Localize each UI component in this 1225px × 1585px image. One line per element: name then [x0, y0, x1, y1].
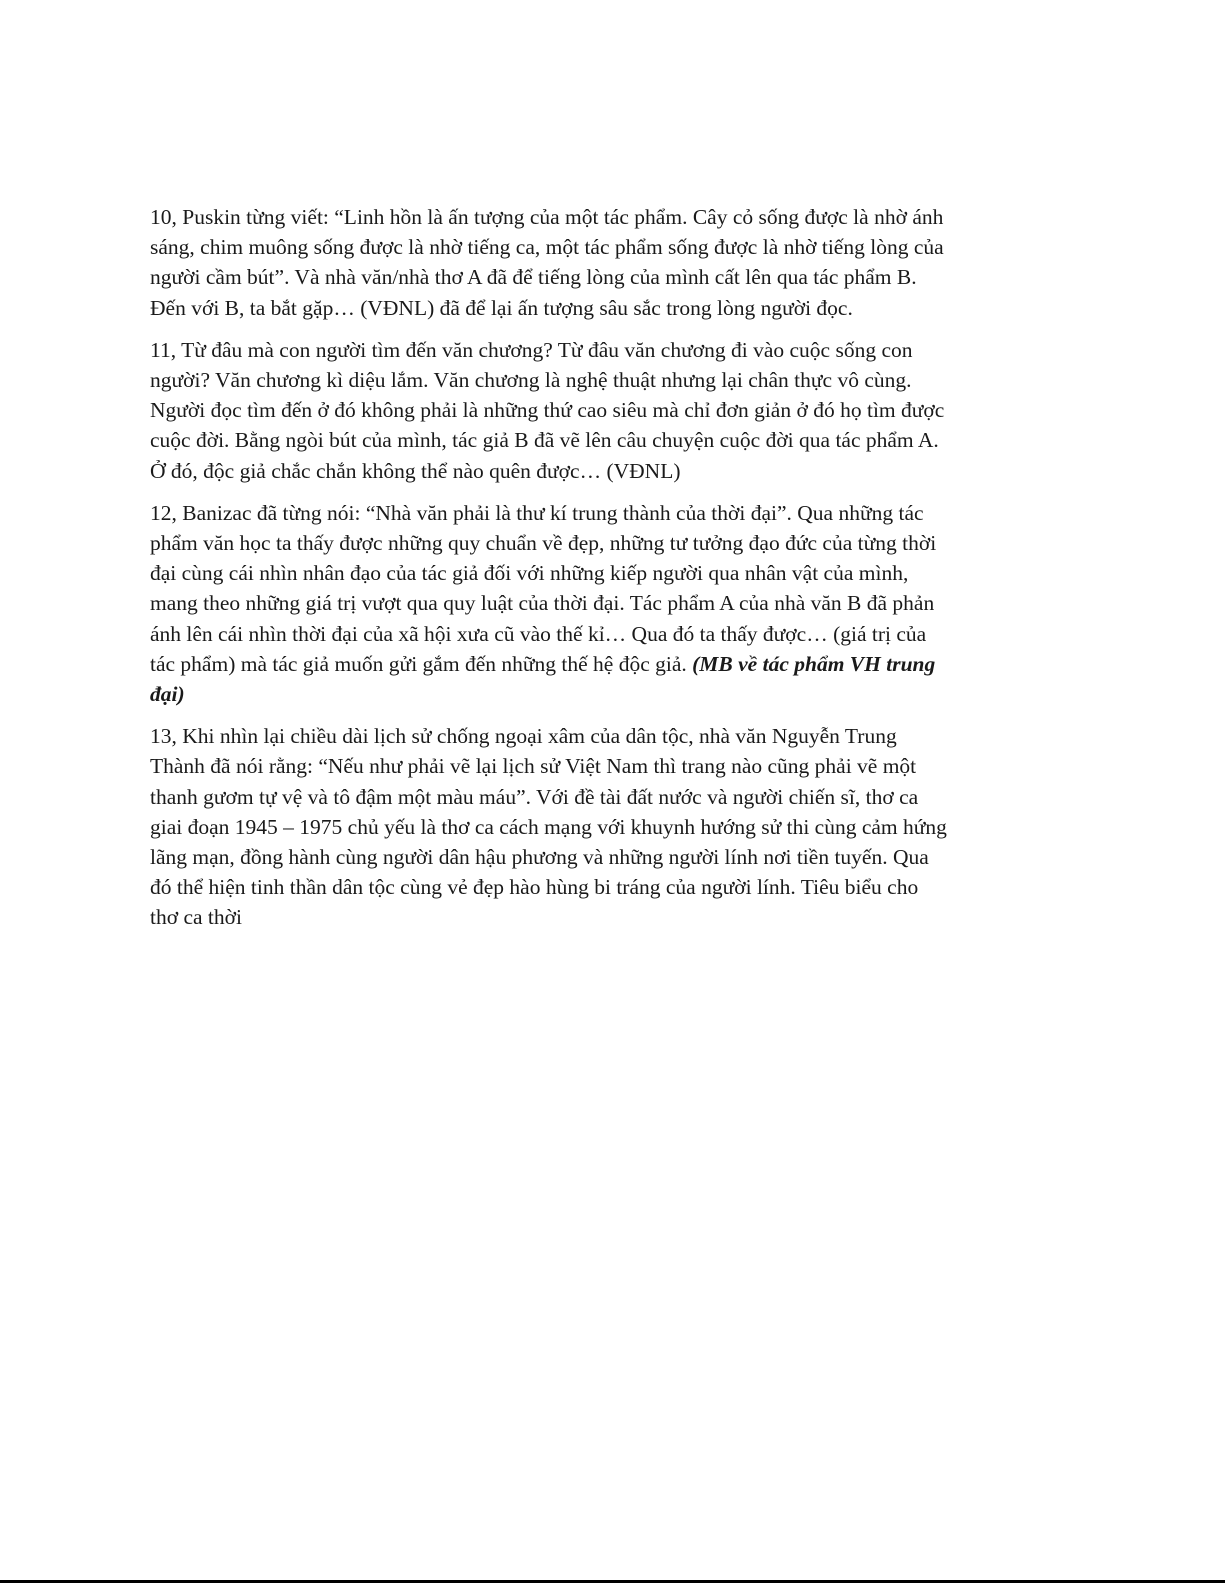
paragraph-10-text: 10, Puskin từng viết: “Linh hồn là ấn tượng của một tác phẩm. Cây cỏ sống được là nhờ ánh sáng, chim muông sống được là nhờ tiếng ca, một tác phẩm sống được là nhờ tiếng lòng của người cầm bút”. Và nhà văn/nhà thơ A đã để tiếng lòng của mình cất lên qua tác phẩm B. Đến với B, ta bắt gặp… (VĐNL) đã để lại ấn tượng sâu sắc trong lòng người đọc. — [150, 205, 944, 320]
paragraph-12-text: 12, Banizac đã từng nói: “Nhà văn phải là thư kí trung thành của thời đại”. Qua những tác phẩm văn học ta thấy được những quy chuẩn về đẹp, những tư tưởng đạo đức của từng thời đại cùng cái nhìn nhân đạo của tác giả đối với những kiếp người qua nhân vật của mình, mang theo những giá trị vượt qua quy luật của thời đại. Tác phẩm A của nhà văn B đã phản ánh lên cái nhìn thời đại của xã hội xưa cũ vào thế kỉ… Qua đó ta thấy được… (giá trị của tác phẩm) mà tác giả muốn gửi gắm đến những thế hệ độc giả. — [150, 500, 937, 676]
document-body — [150, 202, 950, 945]
paragraph-13-text: 13, Khi nhìn lại chiều dài lịch sử chống ngoại xâm của dân tộc, nhà văn Nguyễn Trung Thành đã nói rằng: “Nếu như phải vẽ lại lịch sử Việt Nam thì trang nào cũng phải vẽ một thanh gươm tự vệ và tô đậm một màu máu”. Với đề tài đất nước và người chiến sĩ, thơ ca giai đoạn 1945 – 1975 chủ yếu là thơ ca cách mạng với khuynh hướng sử thi cùng cảm hứng lãng mạn, đồng hành cùng người dân hậu phương và những người lính nơi tiền tuyến. Qua đó thể hiện tinh thần dân tộc cùng vẻ đẹp hào hùng bi tráng của người lính. Tiêu biểu cho thơ ca thời — [150, 724, 947, 930]
paragraph-11 — [150, 335, 950, 486]
paragraph-10 — [150, 202, 950, 323]
paragraph-12 — [150, 498, 950, 709]
paragraph-11-text: 11, Từ đâu mà con người tìm đến văn chương? Từ đâu văn chương đi vào cuộc sống con người? Văn chương kì diệu lắm. Văn chương là nghệ thuật nhưng lại chân thực vô cùng. Người đọc tìm đến ở đó không phải là những thứ cao siêu mà chỉ đơn giản ở đó họ tìm được cuộc đời. Bằng ngòi bút của mình, tác giả B đã vẽ lên câu chuyện cuộc đời qua tác phẩm A. Ở đó, độc giả chắc chắn không thể nào quên được… (VĐNL) — [150, 337, 945, 483]
paragraph-12-emphasis-note: (MB về tác phẩm VH trung đại) — [150, 651, 936, 707]
bottom-border-line — [0, 1580, 1225, 1583]
paragraph-13 — [150, 721, 950, 932]
